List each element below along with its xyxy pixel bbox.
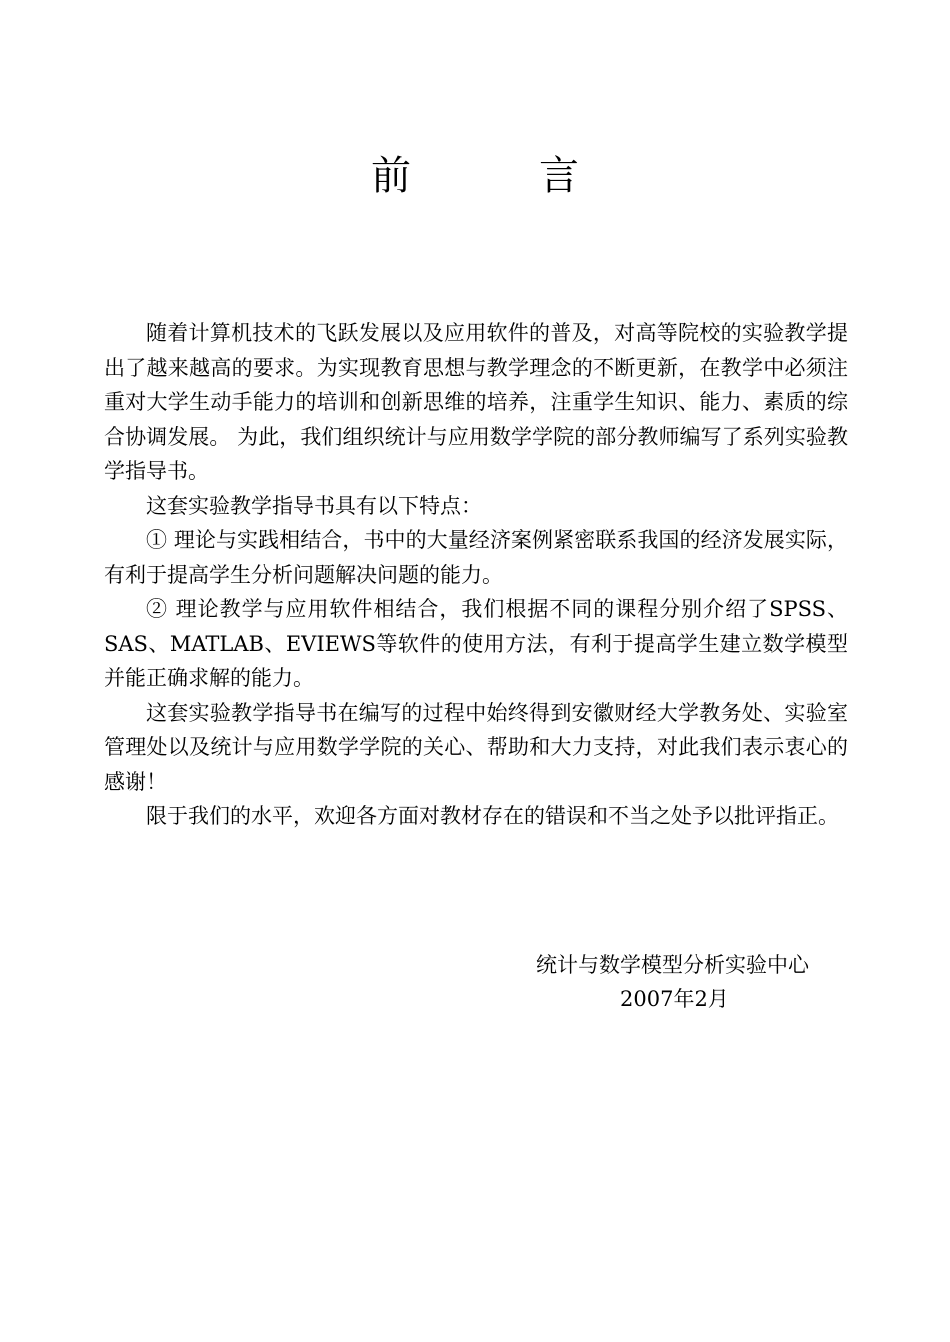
- paragraph-intro: 随着计算机技术的飞跃发展以及应用软件的普及，对高等院校的实验教学提出了越来越高的要求。为实现教育思想与教学理念的不断更新，在教学中必须注重对大学生动手能力的培训和创新思维的培养，注重学生知识、能力、素质的综合协调发展。 为此，我们组织统计与应用数学学院的部分教师编写了系列实验教学指导书。: [104, 321, 848, 483]
- page-title: 前 言: [371, 153, 623, 199]
- paragraph-closing: 限于我们的水平，欢迎各方面对教材存在的错误和不当之处予以批评指正。: [146, 804, 839, 828]
- signature-block: [536, 948, 836, 1016]
- paragraph-feature-2: ② 理论教学与应用软件相结合，我们根据不同的课程分别介绍了SPSS、SAS、MATLAB、EVIEWS等软件的使用方法，有利于提高学生建立数学模型并能正确求解的能力。: [104, 597, 848, 690]
- paragraph-feature-1: ① 理论与实践相结合，书中的大量经济案例紧密联系我国的经济发展实际，有利于提高学生分析问题解决问题的能力。: [104, 528, 848, 587]
- signature-organization: 统计与数学模型分析实验中心: [536, 953, 809, 977]
- paragraph-acknowledgement: 这套实验教学指导书在编写的过程中始终得到安徽财经大学教务处、实验室管理处以及统计与应用数学学院的关心、帮助和大力支持，对此我们表示衷心的感谢！: [104, 700, 848, 794]
- paragraph-features-heading: 这套实验教学指导书具有以下特点：: [146, 493, 482, 518]
- signature-date: 2007年2月: [620, 987, 729, 1011]
- preface-body: [104, 316, 848, 834]
